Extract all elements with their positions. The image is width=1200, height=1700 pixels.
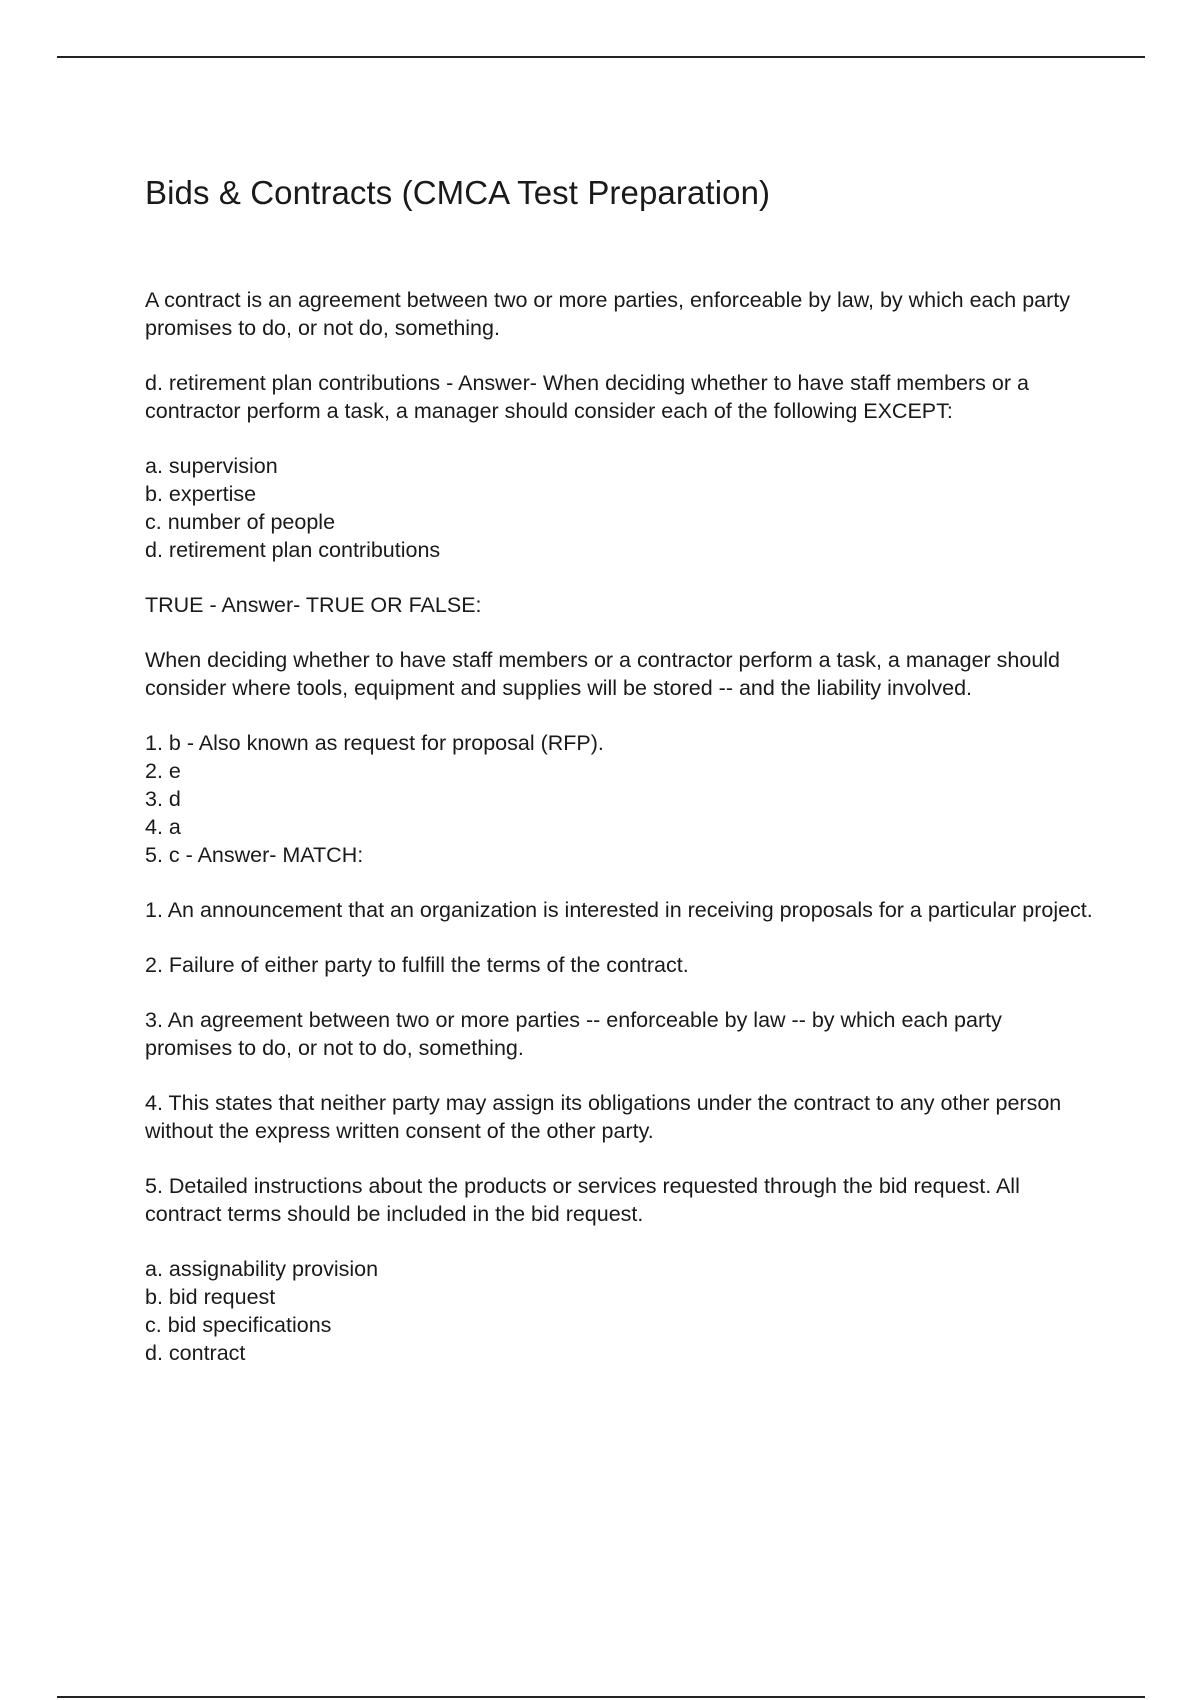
- list-item: 4. a: [145, 815, 181, 839]
- list-item: 2. e: [145, 759, 181, 783]
- list-item: d. contract: [145, 1341, 246, 1365]
- paragraph-contract-definition: A contract is an agreement between two or more parties, enforceable by law, by which each party promises to do, or not do, something.: [145, 288, 1070, 340]
- list-item: c. bid specifications: [145, 1313, 332, 1337]
- document-body: [145, 170, 1095, 1394]
- list-item: 3. d: [145, 787, 181, 811]
- list-item: 1. b - Also known as request for proposal (RFP).: [145, 731, 604, 755]
- document-title: Bids & Contracts (CMCA Test Preparation): [145, 174, 771, 211]
- top-rule: [57, 56, 1145, 58]
- paragraph-true-false-question: When deciding whether to have staff members or a contractor perform a task, a manager should consider where tools, equipment and supplies will be stored -- and the liability involved.: [145, 648, 1061, 700]
- match-definition-5: 5. Detailed instructions about the products or services requested through the bid request. All contract terms should be included in the bid request.: [145, 1174, 1020, 1226]
- list-item: 5. c - Answer- MATCH:: [145, 843, 364, 867]
- match-answers-list: [145, 729, 1095, 869]
- list-item: a. supervision: [145, 454, 278, 478]
- paragraph-true-false-answer: TRUE - Answer- TRUE OR FALSE:: [145, 593, 482, 617]
- list-item: c. number of people: [145, 510, 336, 534]
- match-definition-3: 3. An agreement between two or more parties -- enforceable by law -- by which each party promises to do, or not to do, something.: [145, 1008, 1002, 1060]
- list-item: b. bid request: [145, 1285, 276, 1309]
- bottom-rule: [57, 1696, 1145, 1698]
- match-definition-4: 4. This states that neither party may assign its obligations under the contract to any other person without the express written consent of the other party.: [145, 1091, 1062, 1143]
- list-item: d. retirement plan contributions: [145, 538, 441, 562]
- match-terms-list: [145, 1255, 1095, 1367]
- match-definition-2: 2. Failure of either party to fulfill the terms of the contract.: [145, 953, 689, 977]
- answer-options-list: [145, 452, 1095, 564]
- match-definition-1: 1. An announcement that an organization is interested in receiving proposals for a particular project.: [145, 898, 1093, 922]
- list-item: a. assignability provision: [145, 1257, 379, 1281]
- list-item: b. expertise: [145, 482, 257, 506]
- paragraph-question-staff-vs-contractor: d. retirement plan contributions - Answer- When deciding whether to have staff members or a contractor perform a task, a manager should consider each of the following EXCEPT:: [145, 371, 1029, 423]
